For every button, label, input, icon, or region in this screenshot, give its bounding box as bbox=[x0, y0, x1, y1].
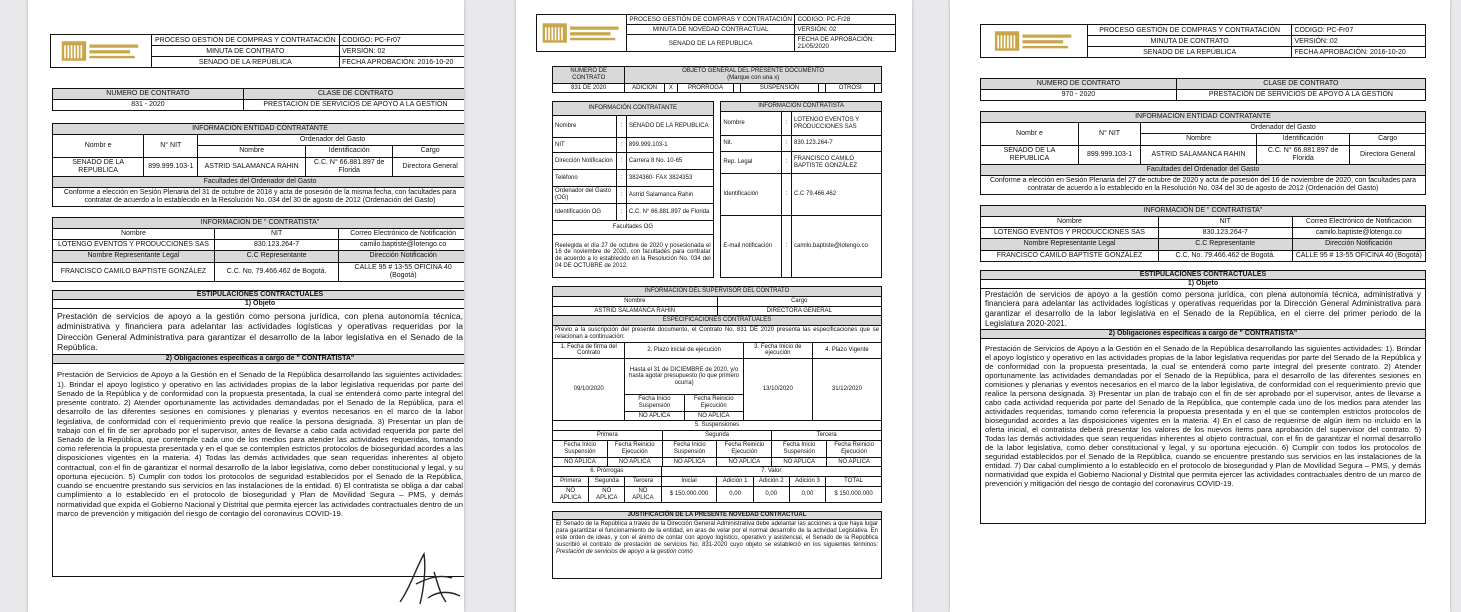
ct-dir-header: Dirección Notificación bbox=[339, 251, 464, 262]
contratista-info-title: INFORMACIÓN CONTRATISTA bbox=[721, 102, 882, 112]
doc-code: CODIGO: PC-Fr07 bbox=[340, 35, 464, 46]
senado-title: SENADO DE LA REPÚBLICA bbox=[151, 57, 340, 68]
novedad-senado-title: SENADO DE LA REPUBLICA bbox=[626, 35, 795, 52]
ordenador-cc: C.C. N° 66.881.897 de Florida bbox=[306, 157, 393, 176]
signature-mark bbox=[394, 548, 464, 608]
objeto-general-table bbox=[552, 66, 882, 93]
ct-dir: CALLE 95 # 13-55 OFICINA 40 (Bogotá) bbox=[1292, 250, 1426, 261]
h-inicio: 3. Fecha Inicio de ejecución bbox=[743, 342, 812, 359]
ct-correo-header: Correo Electrónico de Notificación bbox=[1292, 217, 1426, 228]
ordenador-cargo-header: Cargo bbox=[1350, 134, 1426, 145]
plazo-fre-label: Fecha Reinicio Ejecución bbox=[684, 395, 743, 412]
susp-fis: Fecha Inicio Suspensión bbox=[662, 441, 717, 458]
ct-cc: C.C. No. 79.466.462 de Bogotá. bbox=[1159, 250, 1293, 261]
entidad-nit: 899.999.103-1 bbox=[1078, 145, 1140, 164]
nv-contract-number: 831 DE 2020 bbox=[553, 83, 625, 93]
susp-value: NO APLICA bbox=[662, 457, 717, 467]
process-title: PROCESO GESTIÓN DE COMPRAS Y CONTRATACIÓN bbox=[1087, 25, 1292, 36]
entidad-nombre-header: Nombr e bbox=[53, 135, 144, 157]
pr-primera: Primera bbox=[553, 477, 589, 487]
justificacion-box bbox=[552, 511, 882, 579]
estipulaciones-title: ESTIPULACIONES CONTRACTUALES bbox=[981, 271, 1425, 280]
contract-number-table bbox=[980, 78, 1426, 101]
ct-nombre: LOTENGO EVENTOS Y PRODUCCIONES SAS bbox=[53, 240, 215, 251]
contratante-key: Nombre bbox=[553, 116, 617, 138]
novedad-minuta-title: MINUTA DE NOVEDAD CONTRACTUAL bbox=[626, 25, 795, 35]
supervisor-cargo-header: Cargo bbox=[717, 296, 882, 306]
supervisor-nombre: ASTRID SALAMANCA RAHIN bbox=[553, 306, 718, 316]
ct-nombre: LOTENGO EVENTOS Y PRODUCCIONES SAS bbox=[981, 228, 1159, 239]
susp-fis: Fecha Inicio Suspensión bbox=[772, 441, 827, 458]
facultades-text: Conforme a elección en Sesión Plenaria del 27 de octubre de 2020 y acta de posesión del 16 de noviembre de 2020, con facultades para contratar de acuerdo a lo establecido en la Resolución No. 034 del 30 de agosto de 2012 (Ordenación del Gasto) bbox=[981, 175, 1426, 194]
ct-cc-header: C.C Representante bbox=[214, 251, 339, 262]
supervisor-title: INFORMACIÓN DEL SUPERVISOR DEL CONTRATO bbox=[553, 287, 882, 297]
contract-class: PRESTACIÓN DE SERVICIOS DE APOYO A LA GESTIÓN bbox=[1176, 90, 1425, 101]
pr-tercera: Tercera bbox=[625, 477, 661, 487]
val-ad1: 0,00 bbox=[717, 486, 753, 503]
especificaciones-intro: Previo a la suscripción del presente documento, el Contrato No. 831 DE 2020 presenta las especificaciones que se relacionan a continuación: bbox=[553, 326, 882, 343]
contratante-value: SENADO DE LA REPUBLICA bbox=[626, 116, 713, 138]
contratista-value: FRANCISCO CAMILO BAPTISTE GONZÁLEZ bbox=[792, 152, 882, 174]
contratista-key: Nombre bbox=[721, 112, 782, 136]
entidad-nit-header: N° NIT bbox=[1078, 123, 1140, 145]
susp-fre: Fecha Reinicio Ejecución bbox=[717, 441, 772, 458]
contratista-key: E-mail notificación bbox=[721, 216, 782, 278]
ct-nit: 830.123.264-7 bbox=[1159, 228, 1293, 239]
contract-page-831 bbox=[28, 0, 464, 612]
separator: : bbox=[617, 116, 627, 138]
suspensiones-table bbox=[552, 420, 882, 467]
ct-correo: camilo.baptiste@lotengo.co bbox=[339, 240, 464, 251]
h-plazo: 2. Plazo inicial de ejecución bbox=[625, 342, 743, 359]
val-inicial: $ 150.000.000 bbox=[661, 486, 717, 503]
ordenador-nombre: ASTRID SALAMANCA RAHIN bbox=[198, 157, 306, 176]
plazo-fis-label: Fecha Inicio Suspensión bbox=[625, 395, 684, 412]
minuta-title: MINUTA DE CONTRATO bbox=[1087, 36, 1292, 47]
susp-primera: Primera bbox=[553, 431, 663, 441]
prorrogas-title: 6. Prórrogas bbox=[553, 467, 662, 477]
ordenador-ident-header: Identificación bbox=[1256, 134, 1349, 145]
susp-value: NO APLICA bbox=[772, 457, 827, 467]
separator: : bbox=[617, 138, 627, 153]
estipulaciones-box bbox=[980, 270, 1426, 525]
obligaciones-title: 2) Obligaciones específicas a cargo de " CONTRATISTA" bbox=[981, 330, 1425, 339]
h-vigente: 4. Plazo Vigente bbox=[812, 342, 881, 359]
ct-nombre-header: Nombre bbox=[981, 217, 1159, 228]
contract-number: 831 - 2020 bbox=[53, 100, 244, 111]
contratante-key: Identificación OG bbox=[553, 204, 617, 221]
susp-tercera: Tercera bbox=[772, 431, 882, 441]
contratista-title: INFORMACIÓN DE " CONTRATISTA" bbox=[981, 206, 1426, 217]
opt-otrosi-mark bbox=[875, 83, 882, 93]
susp-segunda: Segunda bbox=[662, 431, 772, 441]
val-total: $ 150.000.000 bbox=[826, 486, 882, 503]
contratante-value: Carrera 8 No. 10-65 bbox=[626, 153, 713, 170]
supervisor-table bbox=[552, 286, 882, 343]
susp-fre: Fecha Reinicio Ejecución bbox=[607, 441, 662, 458]
senado-logo bbox=[981, 25, 1088, 58]
contract-page-970 bbox=[950, 0, 1450, 612]
susp-value: NO APLICA bbox=[553, 457, 608, 467]
separator: : bbox=[782, 112, 792, 136]
nv-marque: (Marque con una x) bbox=[727, 74, 780, 81]
opt-prorroga-mark bbox=[733, 83, 740, 93]
senado-logo bbox=[537, 15, 627, 52]
ct-correo: camilo.baptiste@lotengo.co bbox=[1292, 228, 1426, 239]
plazo-vigente: 31/12/2020 bbox=[812, 359, 881, 421]
process-title: PROCESO GESTIÓN DE COMPRAS Y CONTRATACIÓN bbox=[151, 35, 340, 46]
objeto-title: 1) Objeto bbox=[53, 300, 464, 309]
pr-value: NO APLICA bbox=[625, 486, 661, 503]
prorrogas-valor-table bbox=[552, 466, 882, 503]
opt-suspension-label: SUSPENSIÓN bbox=[740, 83, 819, 93]
facultades-og-text: Reelegida el día 27 de octubre de 2020 y posesionada el 16 de noviembre de 2020, con facultades para contratar de acuerdo a lo establecido en la Resolución No. 034 del 04 DE OCTUBRE de 2012. bbox=[553, 235, 714, 278]
doc-approval-date: FECHA APROBACIÓN: 2016-10-20 bbox=[1292, 47, 1426, 58]
entidad-table bbox=[980, 111, 1426, 195]
entidad-table bbox=[52, 123, 464, 207]
supervisor-nombre-header: Nombre bbox=[553, 296, 718, 306]
contratante-key: NIT bbox=[553, 138, 617, 153]
novedad-page-831 bbox=[516, 0, 912, 612]
novedad-version: VERSIÓN: 02 bbox=[795, 25, 896, 35]
contratante-key: Dirección Notificación bbox=[553, 153, 617, 170]
opt-otrosi-label: OTROSÍ bbox=[826, 83, 875, 93]
objeto-text: Prestación de servicios de apoyo a la gestión como persona jurídica, con plena autonomía técnica, administrativa y financiera para adelantar las actividades logísticas y operativas requeridas por la Dirección General Administrativa para garantizar el desarrollo de la labor legislativa en el Senado de la República, en el cierre del primer periodo de la Legislatura 2020-2021. bbox=[981, 289, 1425, 330]
susp-value: NO APLICA bbox=[717, 457, 772, 467]
contratista-info-table bbox=[720, 101, 882, 278]
entidad-nombre: SENADO DE LA REPUBLICA bbox=[53, 157, 144, 176]
ordenador-header: Ordenador del Gasto bbox=[1141, 123, 1426, 134]
fecha-inicio: 13/10/2020 bbox=[743, 359, 812, 421]
justificacion-quote: Prestación de servicios de apoyo a la gestión como bbox=[556, 548, 693, 555]
clase-label: CLASE DE CONTRATO bbox=[1176, 79, 1425, 90]
ordenador-nombre: ASTRID SALAMANCA RAHIN bbox=[1141, 145, 1257, 164]
numero-label: NUMERO DE CONTRATO bbox=[53, 89, 244, 100]
senado-title: SENADO DE LA REPÚBLICA bbox=[1087, 47, 1292, 58]
ct-cc-header: C.C Representante bbox=[1159, 239, 1293, 250]
plazo-fis-value: NO APLICA bbox=[625, 411, 684, 421]
ct-nit: 830.123.264-7 bbox=[214, 240, 339, 251]
contract-number: 970 - 2020 bbox=[981, 90, 1177, 101]
justificacion-body: El Senado de la República a través de la Dirección General Administrativa debe adelantar las acciones a que haya lugar para garantizar el funcionamiento de la entidad, en aras de velar por el normal desarrollo de la actividad Legislativa. En este orden de ideas, y con el ánimo de contar con apoyo logístico, operativo y asistencial, el Senado de la República suscribió el contrato de prestación de servicios No. 831-2020 cuyo objeto se estableció en los siguientes términos: bbox=[556, 521, 878, 548]
ordenador-nombre-header: Nombre bbox=[1141, 134, 1257, 145]
ordenador-cc: C.C. N° 66.881.897 de Florida bbox=[1256, 145, 1349, 164]
plazo-inicial: Hasta el 31 de DICIEMBRE de 2020, y/o hasta agotar presupuesto (lo que primero ocurra) bbox=[625, 359, 743, 395]
senado-logo bbox=[51, 35, 152, 68]
contratante-table bbox=[552, 101, 714, 278]
separator: : bbox=[617, 187, 627, 204]
fecha-firma: 09/10/2020 bbox=[553, 359, 625, 421]
pr-value: NO APLICA bbox=[553, 486, 589, 503]
contratista-title: INFORMACIÓN DE " CONTRATISTA" bbox=[53, 218, 465, 229]
contratante-key: Teléfono bbox=[553, 170, 617, 187]
h-firma: 1. Fecha de firma del Contrato bbox=[553, 342, 625, 359]
contratante-value: Astrid Salamanca Rahin bbox=[626, 187, 713, 204]
nv-objeto-label bbox=[625, 67, 882, 84]
doc-approval-date: FECHA APROBACIÓN: 2016-10-20 bbox=[340, 57, 464, 68]
contratista-value: LOTENGO EVENTOS Y PRODUCCIONES SAS bbox=[792, 112, 882, 136]
contratante-key: Ordenador del Gasto (OG) bbox=[553, 187, 617, 204]
estipulaciones-box bbox=[52, 290, 464, 578]
ordenador-nombre-header: Nombre bbox=[198, 146, 306, 157]
ct-dir-header: Dirección Notificación bbox=[1292, 239, 1426, 250]
plazo-fre-value: NO APLICA bbox=[684, 411, 743, 421]
contratante-value: 3824360- FAX 3824353 bbox=[626, 170, 713, 187]
objeto-text: Prestación de servicios de apoyo a la gestión como persona jurídica, con plena autonomía técnica, administrativa y financiera para adelantar las actividades logísticas y operativas requeridas por la Dirección General Administrativa para garantizar el desarrollo de la labor legislativa en el Senado de la República. bbox=[53, 309, 464, 355]
obligaciones-text: Prestación de Servicios de Apoyo a la Gestión en el Senado de la República desarrollando las siguientes actividades: 1). Brindar el apoyo logístico y operativo en las actividades propias de la labor legislativa requeridas por parte del Senado de la República y de conformidad con la propuesta presentada, la cual se entenderá como parte integral del presente contrato. 2) Atender oportunamente las actividades demandadas por el Senado de la República, para el desarrollo de las diferentes sesiones en comisiones y plenarias y eventos necesarios en el marco de la labor legislativa, de conformidad con el requerimiento previo que realice la persona designada. 3) Presentar un plan de trabajo con el fin de ser aprobado por el supervisor, antes de llevarse a cabo cada actividad requerida por parte del Senado de la República, que contemple cada uno de los medios para atender las actividades requeridas, tomando como referencia la propuesta presentada y en el que se contemplen estrictos protocolos de bioseguridad acordes a las disposiciones vigentes en la materia. 4) Todas las demás actividades que sean requeridas inherentes al objeto contractual, con el fin de garantizar el normal desarrollo de la labor legislativa, como deber constitucional y legal, y su oportuna ejecución. 5) Cumplir con todos los protocolos de seguridad establecidos por el Senado de la República, cuando se encuentre prestando sus servicios en las instalaciones de la entidad. 6) El contratista se obliga a dar cabal cumplimiento a lo establecido en el protocolo de bioseguridad y Plan de Movilidad Segura – PMS, y demás normatividad que expida el Gobierno Nacional y Distrital que permita ejercer las actividades contractuales dentro de un marco de prevención y mitigación del riesgo de contagio del coronavirus COVID-19. bbox=[57, 370, 463, 518]
separator: : bbox=[782, 216, 792, 278]
contratista-value: C.C 79.466.462 bbox=[792, 174, 882, 216]
novedad-approval-date: FECHA DE APROBACIÓN: 21/05/2020 bbox=[795, 35, 896, 52]
doc-code: CODIGO: PC-Fr07 bbox=[1292, 25, 1426, 36]
val-inicial-header: Inicial bbox=[661, 477, 717, 487]
facultades-text: Conforme a elección en Sesión Plenaria del 31 de octubre de 2018 y acta de posesión de la misma fecha, con facultades para contratar de acuerdo a lo establecido en la Resolución No. 034 del 30 de agosto de 2012 (Ordenación del Gasto) bbox=[53, 187, 465, 206]
plazos-table bbox=[552, 342, 882, 422]
nv-numero-label: NUMERO DE CONTRATO bbox=[553, 67, 625, 84]
separator: : bbox=[782, 136, 792, 152]
ordenador-header: Ordenador del Gasto bbox=[198, 135, 464, 146]
novedad-header bbox=[536, 14, 896, 52]
contratista-value: camilo.baptiste@lotengo.co bbox=[792, 216, 882, 278]
document-header bbox=[50, 34, 464, 68]
contract-number-table bbox=[52, 88, 464, 111]
objeto-title: 1) Objeto bbox=[981, 280, 1425, 289]
pr-segunda: Segunda bbox=[589, 477, 625, 487]
contratante-value: 899.999.103-1 bbox=[626, 138, 713, 153]
ct-rep-header: Nombre Representante Legal bbox=[53, 251, 215, 262]
separator: : bbox=[617, 170, 627, 187]
novedad-code: CODIGO: PC-Fr28 bbox=[795, 15, 896, 25]
nv-objeto-title: OBJETO GENERAL DEL PRESENTE DOCUMENTO bbox=[682, 68, 825, 74]
entidad-title: INFORMACIÓN ENTIDAD CONTRATANTE bbox=[53, 124, 465, 135]
facultades-title: Facultades del Ordenador del Gasto bbox=[981, 164, 1426, 175]
ct-rep: FRANCISCO CAMILO BAPTISTE GONZÁLEZ bbox=[53, 262, 215, 281]
contratista-key: Rep. Legal bbox=[721, 152, 782, 174]
separator: : bbox=[617, 204, 627, 221]
val-ad2-header: Adición 2 bbox=[753, 477, 789, 487]
ordenador-ident-header: Identificación bbox=[306, 146, 393, 157]
opt-adicion-mark: X bbox=[664, 83, 677, 93]
ordenador-cargo: Directora General bbox=[393, 157, 464, 176]
especificaciones-title: ESPECIFICACIONES CONTRATUALES bbox=[553, 316, 882, 326]
justificacion-title: JUSTIFICACIÓN DE LA PRESENTE NOVEDAD CONTRACTUAL bbox=[553, 512, 881, 520]
doc-version: VERSIÓN: 02 bbox=[340, 46, 464, 57]
contratista-key: Nit. bbox=[721, 136, 782, 152]
ct-nit-header: NIT bbox=[214, 229, 339, 240]
susp-value: NO APLICA bbox=[607, 457, 662, 467]
obligaciones-text: Prestación de Servicios de Apoyo a la Gestión en el Senado de la República desarrollando las siguientes actividades: 1). Brindar el apoyo logístico y operativo en las actividades propias de la labor legislativa requeridas por parte del Senado de la República y de conformidad con la propuesta presentada, la cual se entenderá como parte integral del presente contrato. 2) Atender oportunamente las actividades demandadas por el Senado de la República, para el desarrollo de las diferentes sesiones en comisiones y plenarias y eventos necesarios en el marco de la labor legislativa, de conformidad con el requerimiento previo que realice la persona designada. 3) Presentar un plan de trabajo con el fin de ser aprobado por el supervisor, antes de llevarse a cabo cada actividad requerida por parte del Senado de la República, que contemple cada uno de los medios para atender las actividades requeridas, tomando como referencia la propuesta presentada y en el que se contemplen estrictos protocolos de bioseguridad acordes a las disposiciones vigentes en la materia. 4) En el caso de requerirse de algún ítem no incluido en la oferta inicial, el contratista deberá presentar los valores de los nuevos ítems para aprobación del supervisor del contrato. 5) Todas las demás actividades que sean requeridas inherentes al objeto contractual, con el fin de garantizar el normal desarrollo de la labor legislativa, como deber constitucional y legal, y su oportuna ejecución. 6) Cumplir con todos los protocolos de seguridad establecidos por el Senado de la República, cuando se encuentre prestando sus servicios en las instalaciones de la entidad. 7) Dar cabal cumplimiento a lo establecido en el protocolo de bioseguridad y Plan de Movilidad Segura – PMS, y demás normatividad que expida el Gobierno Nacional y Distrital que permita ejercer las actividades contractuales dentro de un marco de prevención y mitigación del riesgo de contagio del coronavirus COVID-19. bbox=[985, 344, 1421, 488]
contratante-value: C.C. N° 66.881.897 de Florida bbox=[626, 204, 713, 221]
parties-section bbox=[552, 101, 882, 278]
val-ad2: 0,00 bbox=[753, 486, 789, 503]
ct-rep: FRANCISCO CAMILO BAPTISTE GONZÁLEZ bbox=[981, 250, 1159, 261]
val-total-header: TOTAL bbox=[826, 477, 882, 487]
valor-title: 7. Valor bbox=[661, 467, 881, 477]
separator: : bbox=[782, 174, 792, 216]
contratante-title: INFORMACIÓN CONTRATANTE bbox=[553, 102, 714, 116]
doc-version: VERSIÓN: 02 bbox=[1292, 36, 1426, 47]
entidad-nombre: SENADO DE LA REPUBLICA bbox=[981, 145, 1079, 164]
susp-fre: Fecha Reinicio Ejecución bbox=[827, 441, 882, 458]
obligaciones-title: 2) Obligaciones específicas a cargo de " CONTRATISTA" bbox=[53, 355, 464, 364]
minuta-title: MINUTA DE CONTRATO bbox=[151, 46, 340, 57]
val-ad3-header: Adición 3 bbox=[789, 477, 825, 487]
entidad-nit: 899.999.103-1 bbox=[144, 157, 198, 176]
document-header bbox=[980, 24, 1426, 58]
separator: : bbox=[782, 152, 792, 174]
justificacion-text bbox=[553, 520, 881, 578]
numero-label: NUMERO DE CONTRATO bbox=[981, 79, 1177, 90]
estipulaciones-title: ESTIPULACIONES CONTRACTUALES bbox=[53, 291, 464, 300]
pr-value: NO APLICA bbox=[589, 486, 625, 503]
contratista-key: Identificación bbox=[721, 174, 782, 216]
ct-dir: CALLE 95 # 13-55 OFICINA 40 (Bogotá) bbox=[339, 262, 464, 281]
novedad-process-title: PROCESO GESTIÓN DE COMPRAS Y CONTRATACIÓN bbox=[626, 15, 795, 25]
ordenador-cargo-header: Cargo bbox=[393, 146, 464, 157]
supervisor-cargo: DIRECTORA GENERAL bbox=[717, 306, 882, 316]
ordenador-cargo: Directora General bbox=[1350, 145, 1426, 164]
ct-rep-header: Nombre Representante Legal bbox=[981, 239, 1159, 250]
contract-class: PRESTACIÓN DE SERVICIOS DE APOYO A LA GESTIÓN bbox=[243, 100, 464, 111]
opt-suspension-mark bbox=[819, 83, 826, 93]
val-ad1-header: Adición 1 bbox=[717, 477, 753, 487]
opt-prorroga-label: PRORROGA bbox=[678, 83, 734, 93]
suspensiones-title: 5. Suspensiones bbox=[553, 421, 882, 431]
entidad-nit-header: N° NIT bbox=[144, 135, 198, 157]
susp-value: NO APLICA bbox=[827, 457, 882, 467]
contratista-table bbox=[52, 217, 464, 282]
entidad-nombre-header: Nombr e bbox=[981, 123, 1079, 145]
facultades-og-title: Facultades OG bbox=[553, 221, 714, 235]
ct-nit-header: NIT bbox=[1159, 217, 1293, 228]
susp-fis: Fecha Inicio Suspensión bbox=[553, 441, 608, 458]
opt-adicion-label: ADICIÓN bbox=[625, 83, 664, 93]
ct-nombre-header: Nombre bbox=[53, 229, 215, 240]
ct-correo-header: Correo Electrónico de Notificación bbox=[339, 229, 464, 240]
facultades-title: Facultades del Ordenador del Gasto bbox=[53, 176, 465, 187]
ct-cc: C.C. No. 79.466.462 de Bogotá. bbox=[214, 262, 339, 281]
val-ad3: 0,00 bbox=[789, 486, 825, 503]
entidad-title: INFORMACIÓN ENTIDAD CONTRATANTE bbox=[981, 112, 1426, 123]
contratista-table bbox=[980, 205, 1426, 262]
clase-label: CLASE DE CONTRATO bbox=[243, 89, 464, 100]
contratista-value: 830.123.264-7 bbox=[792, 136, 882, 152]
separator: : bbox=[617, 153, 627, 170]
